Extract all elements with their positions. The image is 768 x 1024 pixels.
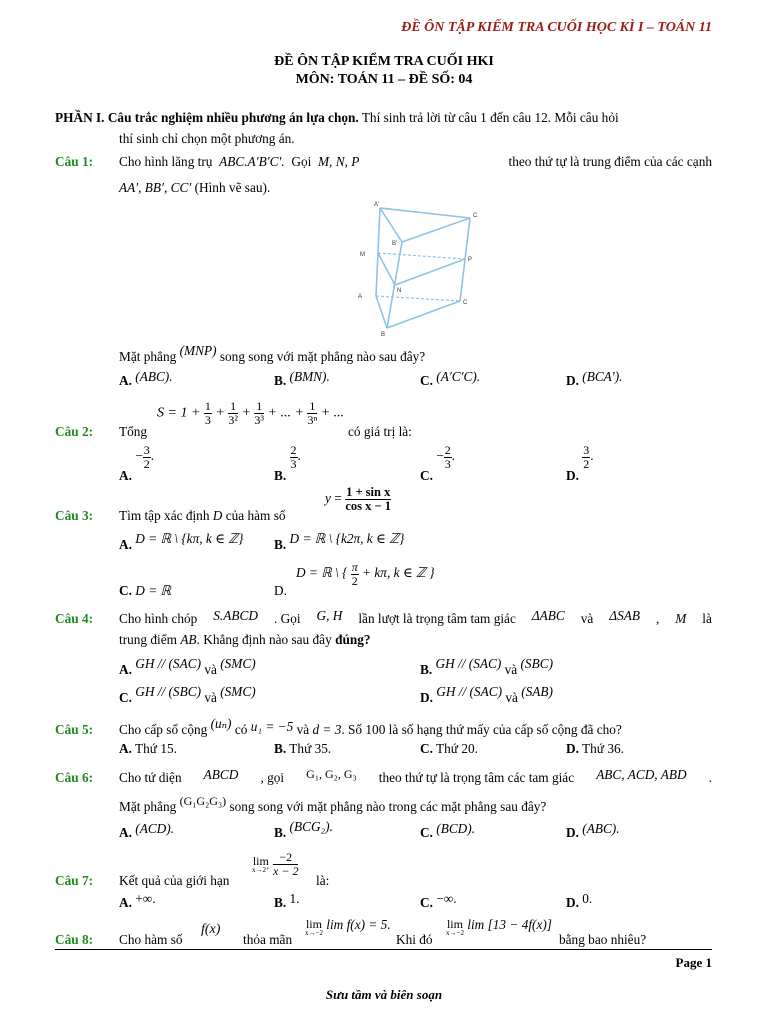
label-b-prime: B' <box>392 241 398 247</box>
q6-option-a[interactable]: A. (ACD). <box>119 821 175 840</box>
edge-aa1 <box>376 208 380 296</box>
question-7-label: Câu 7: <box>55 873 94 888</box>
label-c: C <box>463 300 468 306</box>
q8-text-c: Khi đó <box>396 932 433 947</box>
page-number: Page 1 <box>675 955 712 970</box>
question-1-line-2: AA′, BB′, CC′ (Hình vẽ sau). <box>119 180 271 195</box>
prism-figure <box>352 198 482 338</box>
q5-option-d[interactable]: D. Thứ 36. <box>566 741 624 756</box>
question-4-label: Câu 4: <box>55 611 94 626</box>
q7-option-c[interactable]: C. −∞. <box>420 891 457 910</box>
edge-ac-hidden <box>376 296 460 301</box>
q4-option-c[interactable]: C. GH // (SBC) và (SMC) <box>119 684 256 705</box>
q2-opt-b-value: $\frac{2}{3}$ . <box>290 443 301 471</box>
edge-mn <box>378 253 395 285</box>
footer-rule <box>55 949 712 950</box>
question-6-line-2: Mặt phẳng (G₁G₂G₃) song song với mặt phẳng nào trong các mặt phẳng sau đây? <box>119 794 547 814</box>
question-4-line-1: Cho hình chóp S.ABCD . Gọi G, H lần lượt là trọng tâm tam giác ΔABC và ΔSAB , M là <box>119 608 712 626</box>
label-p: P <box>468 257 473 263</box>
q4-option-d[interactable]: D. GH // (SAC) và (SAB) <box>420 684 553 705</box>
q3-option-d-key[interactable]: D. <box>274 583 287 598</box>
q4-option-a[interactable]: A. GH // (SAC) và (SMC) <box>119 656 256 677</box>
question-1-line-1 <box>119 154 712 170</box>
edge-a1b1 <box>380 208 402 242</box>
q2-option-c[interactable]: C. − $\frac{2}{3}$ . <box>420 443 456 484</box>
q2-option-b[interactable]: B. $\frac{2}{3}$ . <box>274 443 301 484</box>
label-a: A <box>358 294 363 300</box>
q1-option-c[interactable]: C. (A′C′C). <box>420 369 481 388</box>
q2-opt-c-value: − $\frac{2}{3}$ . <box>436 443 456 471</box>
q5-option-b[interactable]: B. Thứ 35. <box>274 741 332 756</box>
footer-text: Sưu tầm và biên soạn <box>325 987 443 1002</box>
q8-func: f(x) <box>201 922 221 937</box>
edge-bc <box>387 301 460 328</box>
q3-function: y = $\frac{\text{1 + sin x}}{\text{cos x − 1}}$ <box>325 485 392 514</box>
q4-option-b[interactable]: B. GH // (SAC) và (SBC) <box>420 656 553 677</box>
q7-option-d[interactable]: D. 0. <box>566 891 593 910</box>
q3-option-b[interactable]: B. D = ℝ \ {k2π, k ∈ ℤ} <box>274 531 405 552</box>
q1-option-b[interactable]: B. (BMN). <box>274 369 330 388</box>
question-8-label: Câu 8: <box>55 932 94 947</box>
q6-option-d[interactable]: D. (ABC). <box>566 821 620 840</box>
q2-series-formula: S = 1 + $\frac{1}{3}$ + $\frac{1}{\text{3²}}$ + $\frac{1}{\text{3³}}$ + ... + $\frac{1}{\text{3ⁿ}}$ + ... <box>157 399 345 427</box>
q2-opt-a-value: − $\frac{3}{2}$ . <box>135 443 155 471</box>
q8-text-d: bằng bao nhiêu? <box>559 932 647 947</box>
question-1-label: Câu 1: <box>55 154 94 169</box>
q8-text-a: Cho hàm số <box>119 932 183 947</box>
question-5-text: Cho cấp số cộng (uₙ) có u₁ = −5 và d = 3. Số 100 là số hạng thứ mấy của cấp số cộng đã cho? <box>119 716 622 737</box>
edge-mp-hidden <box>378 253 465 259</box>
q3-option-c[interactable]: C. D = ℝ <box>119 583 172 598</box>
question-6-line-1: Cho tứ diện ABCD , gọi G₁, G₂, G₃ theo thứ tự là trọng tâm các tam giác ABC, ACD, ABD . <box>119 767 712 785</box>
q1-option-a[interactable]: A. (ABC). <box>119 369 173 388</box>
part-label: PHẦN I. Câu trắc nghiệm nhiều phương án lựa chọn. <box>55 110 359 125</box>
part-text-2: thí sinh chỉ chọn một phương án. <box>119 131 295 146</box>
q7-text-b: là: <box>316 873 330 888</box>
q6-option-b[interactable]: B. (BCG₂). <box>274 819 333 840</box>
exam-title: ĐỀ ÔN TẬP KIỂM TRA CUỐI HKI <box>274 54 494 69</box>
part-heading <box>55 110 619 126</box>
question-3-label: Câu 3: <box>55 508 94 523</box>
q7-option-b[interactable]: B. 1. <box>274 891 300 910</box>
q7-option-a[interactable]: A. +∞. <box>119 891 156 910</box>
q2-opt-d-value: $\frac{3}{2}$ . <box>583 443 594 471</box>
edge-b1c1 <box>402 218 470 242</box>
question-1-line-3: Mặt phẳng (MNP) song song với mặt phẳng nào sau đây? <box>119 343 426 364</box>
document-header: ĐỀ ÔN TẬP KIỂM TRA CUỐI HỌC KÌ I – TOÁN 11 <box>401 20 712 35</box>
q3-option-a[interactable]: A. D = ℝ \ {kπ, k ∈ ℤ} <box>119 531 244 552</box>
q2-text-b: có giá trị là: <box>348 424 412 439</box>
label-b: B <box>381 332 386 338</box>
q7-limit: lim x→2⁺ $\frac{-2}{x - 2}$ <box>252 850 299 878</box>
q2-text-a: Tổng <box>119 424 148 439</box>
q6-option-c[interactable]: C. (BCD). <box>420 821 476 840</box>
part-text-1: Thí sinh trả lời từ câu 1 đến câu 12. Mỗi câu hỏi <box>361 110 619 125</box>
q5-option-a[interactable]: A. Thứ 15. <box>119 741 177 756</box>
q2-option-a[interactable]: A. − $\frac{3}{2}$ . <box>119 443 155 484</box>
q2-option-d[interactable]: D. $\frac{3}{2}$ . <box>566 443 594 484</box>
q8-text-b: thỏa mãn <box>243 932 293 947</box>
label-a-prime: A' <box>374 202 380 208</box>
q3-text: Tìm tập xác định D của hàm số <box>119 508 286 523</box>
q8-limit-2: lim x→−2 lim [13 − 4f(x)] <box>446 917 552 937</box>
q7-text-a: Kết quả của giới hạn <box>119 873 230 888</box>
q1-text-c: theo thứ tự là trung điểm của các cạnh <box>508 154 712 169</box>
question-4-line-2: trung điểm AB. Khẳng định nào sau đây đúng? <box>119 632 371 647</box>
label-n: N <box>397 288 402 294</box>
q8-limit-1: lim x→−2 lim f(x) = 5. <box>305 917 391 937</box>
q1-option-d[interactable]: D. (BCA′). <box>566 369 623 388</box>
question-5-label: Câu 5: <box>55 722 94 737</box>
label-c-prime: C <box>473 213 478 219</box>
q1-text-a: Cho hình lăng trụ ABC.A′B′C′. Gọi M, N, P <box>119 154 360 169</box>
edge-np <box>395 259 465 285</box>
label-m: M <box>360 252 365 258</box>
question-2-label: Câu 2: <box>55 424 94 439</box>
question-6-label: Câu 6: <box>55 770 94 785</box>
exam-subtitle: MÔN: TOÁN 11 – ĐỀ SỐ: 04 <box>295 72 473 87</box>
edge-ab <box>376 296 387 328</box>
q3-option-d-value[interactable]: D = ℝ \ { $\frac{\pi}{2}$ + kπ, k ∈ ℤ } <box>296 560 435 588</box>
edge-a1c1 <box>380 208 470 218</box>
q5-option-c[interactable]: C. Thứ 20. <box>420 741 478 756</box>
